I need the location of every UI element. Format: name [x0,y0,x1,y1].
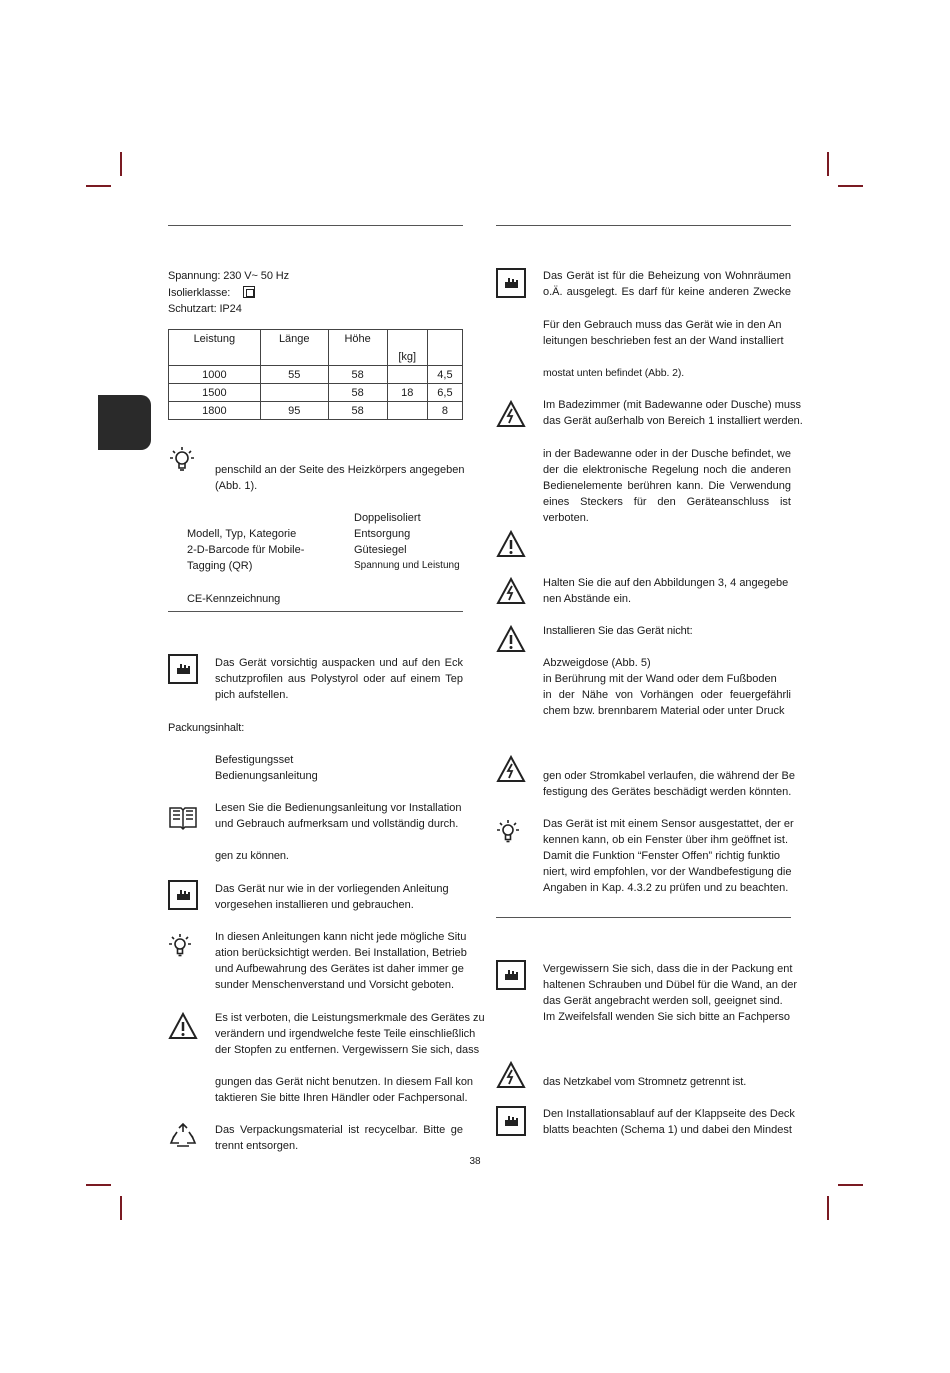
heating-text: Das Gerät ist für die Beheizung von Wohnräumen o.Ä. ausgelegt. Es darf für keine anderen Zwecke [543,270,791,298]
table-cell: 95 [260,402,328,420]
crop-mark [827,152,829,176]
crop-mark [838,185,863,187]
table-header: Leistung [169,330,261,366]
forbidden-cont: gungen das Gerät nicht benutzen. In diesem Fall kon taktieren Sie bitte Ihren Händler oder Fachpersonal. [215,1076,474,1104]
table-cell [260,384,328,402]
hand-icon [168,880,198,910]
legend-right: Doppelisoliert Entsorgung Gütesiegel Spannung und Leistung [354,512,460,571]
table-cell: 1500 [169,384,261,402]
spec-insulation: Isolierklasse: [168,287,231,299]
header-rule-left [168,225,463,226]
lightbulb-icon [495,818,525,848]
electric-warning-icon [496,576,526,606]
screws-text: Vergewissern Sie sich, dass die in der Packung ent haltenen Schrauben und Dübel für die Wand, an der das Gerät angebracht werden soll, geeignet sind. Im Zweifelsfall wenden Sie sich bitte an Fachperso [543,963,797,1023]
crop-mark [120,152,122,176]
distances-text: Halten Sie die auf den Abbildungen 3, 4 angegebe nen Abstände ein. [543,577,789,605]
hand-icon [496,960,526,990]
table-header: Höhe [328,330,387,366]
table-row [169,402,463,420]
crop-mark [120,1196,122,1220]
read-manual-text: Lesen Sie die Bedienungsanleitung vor Installation und Gebrauch aufmerksam und vollständig durch. [215,802,462,830]
table-cell: 8 [427,402,462,420]
contents-list: Befestigungsset Bedienungsanleitung [215,754,318,782]
header-rule-right [496,225,791,226]
table-header: [kg] [387,330,427,366]
spec-table [168,329,463,420]
recycle-icon [168,1122,198,1152]
table-cell [387,402,427,420]
crop-mark [827,1196,829,1220]
crop-mark [86,1184,111,1186]
section-rule-left [168,611,463,612]
table-row [169,384,463,402]
bathroom-cont: in der Badewanne oder in der Dusche befindet, we der die elektronische Regelung noch die anderen Bedienelemente berühren kann. Die Verwendung eines Steckers für den Geräteanschluss ist verboten. [543,448,791,524]
contents-label: Packungsinhalt: [168,722,245,734]
table-cell: 1800 [169,402,261,420]
spec-voltage: Spannung: 230 V~ 50 Hz [168,270,290,282]
warning-icon [496,624,526,654]
read-manual-cont: gen zu können. [215,850,289,862]
table-cell: 58 [328,384,387,402]
legend-left: Modell, Typ, Kategorie 2-D-Barcode für Mobile- Tagging (QR) [187,528,305,572]
table-cell: 4,5 [427,366,462,384]
situations-text: In diesen Anleitungen kann nicht jede mögliche Situ ation berücksichtigt werden. Bei Installation, Betrieb und Aufbewahrung des Gerätes ist daher immer ge sunder Menschenverstand und Vorsicht geboten. [215,931,467,991]
forbidden-text: Es ist verboten, die Leistungsmerkmale des Gerätes zu verändern und irgendwelche feste Teile einschließlich der Stopfen zu entfernen. Vergewissern Sie sich, dass [215,1012,485,1056]
recycle-text: Das Verpackungsmaterial ist recycelbar. Bitte ge trennt entsorgen. [215,1124,463,1152]
table-cell [387,366,427,384]
legend-ce: CE-Kennzeichnung [187,593,281,605]
manual-book-icon [168,802,198,832]
lightbulb-icon [167,932,197,962]
crop-mark [86,185,111,187]
hand-icon [496,1106,526,1136]
section-rule-right [496,917,791,918]
bathroom-text: Im Badezimmer (mit Badewanne oder Dusche) muss das Gerät außerhalb von Bereich 1 installiert werden. [543,399,803,427]
table-cell: 18 [387,384,427,402]
table-cell: 6,5 [427,384,462,402]
warning-icon [496,529,526,559]
lightbulb-icon [167,444,197,474]
table-cell: 58 [328,366,387,384]
electric-warning-icon [496,399,526,429]
table-row [169,366,463,384]
hand-icon [496,268,526,298]
power-text: das Netzkabel vom Stromnetz getrennt ist. [543,1076,747,1088]
spec-protection: Schutzart: IP24 [168,303,242,315]
electric-warning-icon [496,1060,526,1090]
sensor-text: Das Gerät ist mit einem Sensor ausgestattet, der er kennen kann, ob ein Fenster über ihm geöffnet ist. Damit die Funktion “Fenster Offen” richtig funktio niert, wird empfohlen, vor der Wandbefestigung die Angaben in Kap. 4.3.2 zu prüfen und zu beachten. [543,818,794,894]
table-cell: 1000 [169,366,261,384]
thermostat-text: mostat unten befindet (Abb. 2). [543,367,685,379]
unpack-text: Das Gerät vorsichtig auspacken und auf den Eck schutzprofilen aus Polystyrol oder auf einem Tep pich aufstellen. [215,657,463,701]
mounting-text: Für den Gebrauch muss das Gerät wie in den An leitungen beschrieben fest an der Wand installiert [543,319,784,347]
not-install-list: Abzweigdose (Abb. 5) in Berührung mit der Wand oder dem Fußboden in der Nähe von Vorhängen oder feuergefährli chem bzw. brennbarem Material oder unter Druck [543,657,791,717]
use-text: Das Gerät nur wie in der vorliegenden Anleitung vorgesehen installieren und gebrauchen. [215,883,449,911]
warning-icon [168,1011,198,1041]
nameplate-text: penschild an der Seite des Heizkörpers angegeben (Abb. 1). [215,464,465,492]
table-cell: 55 [260,366,328,384]
cables-text: gen oder Stromkabel verlaufen, die während der Be festigung des Gerätes beschädigt werden könnten. [543,770,795,798]
hand-icon [168,654,198,684]
page-number: 38 [469,1156,481,1167]
procedure-text: Den Installationsablauf auf der Klappseite des Deck blatts beachten (Schema 1) und dabei den Mindest [543,1108,795,1136]
not-install-title: Installieren Sie das Gerät nicht: [543,625,693,637]
table-cell: 58 [328,402,387,420]
double-insulation-icon [243,286,255,298]
table-header [427,330,462,366]
crop-mark [838,1184,863,1186]
chapter-tab [98,395,151,450]
electric-warning-icon [496,754,526,784]
table-header: Länge [260,330,328,366]
